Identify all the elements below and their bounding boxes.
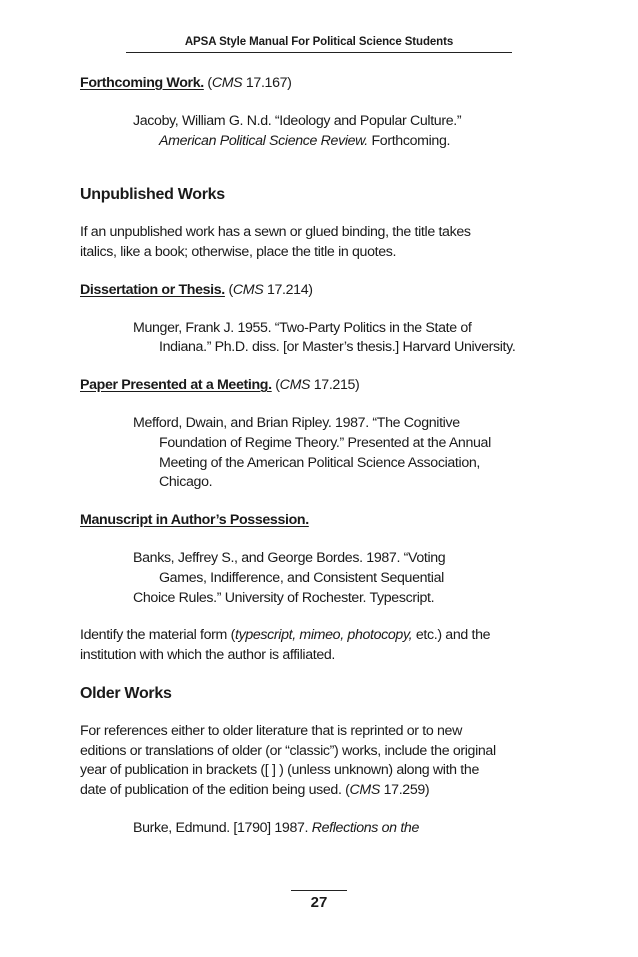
para-line: italics, like a book; otherwise, place the title in quotes. <box>80 243 397 260</box>
entry-title: Reflections on the <box>311 819 419 836</box>
paper-label-line <box>80 376 560 396</box>
cite-section: 17.259) <box>380 782 430 799</box>
entry-line: Indiana.” Ph.D. diss. [or Master’s thesis.] Harvard University. <box>159 339 516 356</box>
forthcoming-label: Forthcoming Work. <box>80 75 204 91</box>
cite-source: CMS <box>211 75 243 91</box>
entry-author: Burke, Edmund. [1790] 1987. <box>133 819 312 836</box>
para-line: institution with which the author is affiliated. <box>80 647 336 664</box>
entry-line: Meeting of the American Political Science Association, <box>159 454 480 471</box>
entry-line: Jacoby, William G. N.d. “Ideology and Popular Culture.” <box>133 112 462 129</box>
page-body <box>80 74 560 839</box>
para-text: date of publication of the edition being used. ( <box>80 782 350 799</box>
older-heading: Older Works <box>80 684 172 702</box>
footer-divider <box>291 890 347 891</box>
dissertation-label-line <box>80 281 560 301</box>
para-line: For references either to older literature that is reprinted or to new <box>80 722 462 739</box>
para-text: Identify the material form ( <box>80 627 235 644</box>
para-line: year of publication in brackets ([ ] ) (unless unknown) along with the <box>80 762 479 779</box>
cite-open: ( <box>271 377 280 394</box>
cite-section: 17.214) <box>263 281 313 298</box>
cite-section: 17.167) <box>242 75 292 91</box>
entry-line: Mefford, Dwain, and Brian Ripley. 1987. “The Cognitive <box>133 414 460 431</box>
cite-source: CMS <box>232 281 264 298</box>
entry-line: Games, Indifference, and Consistent Sequential <box>159 569 444 586</box>
entry-line <box>159 132 560 152</box>
page-number: 27 <box>310 894 328 911</box>
dissertation-label: Dissertation or Thesis. <box>80 281 225 298</box>
entry-line: Choice Rules.” University of Rochester. Typescript. <box>133 589 435 606</box>
forthcoming-entry <box>80 112 560 152</box>
entry-line: Munger, Frank J. 1955. “Two-Party Politics in the State of <box>133 319 472 336</box>
cite-section: 17.215) <box>310 377 360 394</box>
paper-entry <box>80 414 560 493</box>
para-line <box>80 781 560 801</box>
manuscript-label-line <box>80 511 560 531</box>
para-line: editions or translations of older (or “classic”) works, include the original <box>80 742 496 759</box>
cite-open: ( <box>203 75 212 91</box>
entry-journal: American Political Science Review. <box>159 132 368 149</box>
unpublished-paragraph <box>80 223 560 263</box>
cite-source: CMS <box>349 782 381 799</box>
para-line <box>80 626 560 646</box>
dissertation-entry <box>80 319 560 359</box>
para-text: etc.) and the <box>412 627 491 644</box>
unpublished-heading: Unpublished Works <box>80 186 225 204</box>
entry-line: Banks, Jeffrey S., and George Bordes. 1987. “Voting <box>133 549 446 566</box>
paper-label: Paper Presented at a Meeting. <box>80 377 272 394</box>
entry-line: Foundation of Regime Theory.” Presented at the Annual <box>159 434 491 451</box>
entry-line: Chicago. <box>159 474 213 491</box>
entry-status: Forthcoming. <box>367 132 451 149</box>
cite-source: CMS <box>279 377 311 394</box>
older-entry <box>80 819 560 839</box>
manuscript-paragraph <box>80 626 560 666</box>
para-line: If an unpublished work has a sewn or glued binding, the title takes <box>80 224 471 241</box>
forthcoming-label-line <box>80 74 560 94</box>
manuscript-label: Manuscript in Author’s Possession. <box>80 512 309 529</box>
cite-open: ( <box>224 281 233 298</box>
running-header: APSA Style Manual For Political Science Students <box>184 36 454 48</box>
header-divider <box>126 52 512 53</box>
manuscript-entry <box>80 549 560 608</box>
material-forms: typescript, mimeo, photocopy, <box>235 627 413 644</box>
older-paragraph <box>80 722 560 801</box>
